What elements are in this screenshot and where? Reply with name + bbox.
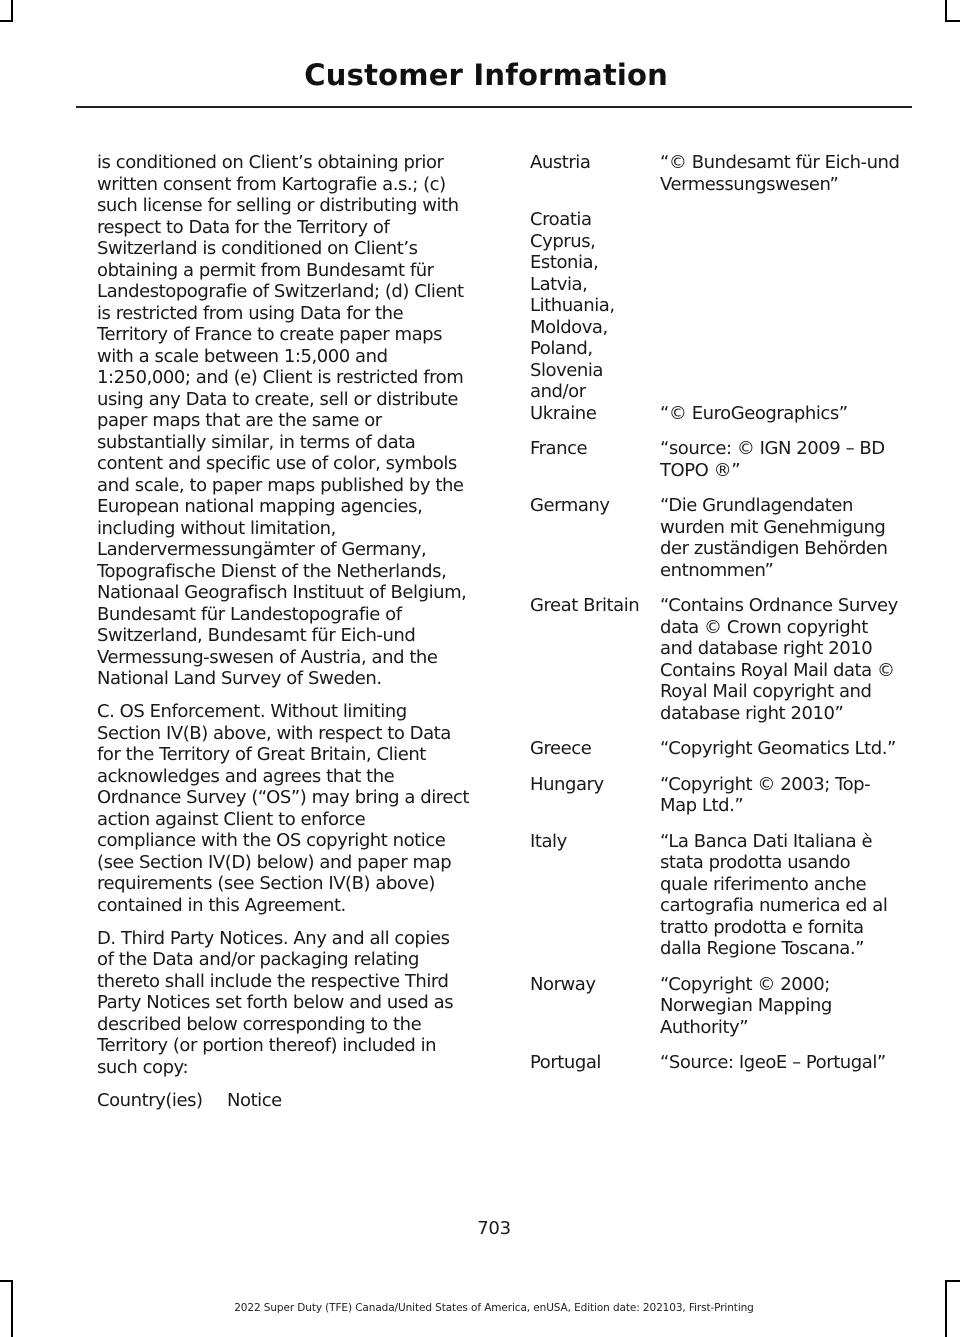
crop-mark-top-right-vertical [945, 0, 947, 22]
notice-cell: “Source: IgeoE – Portugal” [660, 1052, 886, 1073]
country-line: Cyprus, [530, 230, 596, 252]
notice-cell [660, 209, 902, 424]
table-row [530, 595, 902, 724]
body-paragraph: C. OS Enforcement. Without limiting Section IV(B) above, with respect to Data for the Territory of Great Britain, Client acknowledges and agrees that the Ordnance Survey (“OS”) may bring a direct action against Client to enforce compliance with the OS copyright notice (see Section IV(D) below) and paper map requirements (see Section IV(B) above) contained in this Agreement. [97, 701, 470, 916]
table-row [530, 974, 902, 1039]
country-line: and/or [530, 381, 586, 402]
notices-table-header [97, 1090, 469, 1112]
crop-mark-top-left-vertical [11, 0, 13, 22]
table-row [530, 152, 902, 195]
notice-cell: “Copyright Geomatics Ltd.” [660, 738, 896, 759]
notice-text: “© EuroGeographics” [660, 402, 848, 424]
country-line: Ukraine [530, 402, 597, 424]
notice-cell: “Die Grundlagendaten wurden mit Genehmigung der zuständigen Behörden entnommen” [660, 495, 888, 581]
body-paragraph: is conditioned on Client’s obtaining prior written consent from Kartografie a.s.; (c) such license for selling or distributing with respect to Data for the Territory of Switzerland is conditioned on Client’s obtaining a permit from Bundesamt für Landestopografie of Switzerland; (d) Client is restricted from using Data for the Territory of France to create paper maps with a scale between 1:5,000 and 1:250,000; and (e) Client is restricted from using any Data to create, sell or distribute paper maps that are the same or substantially similar, in terms of data content and specific use of color, symbols and scale, to paper maps published by the European national mapping agencies, including without limitation, Landervermessungämter of Germany, Topografische Dienst of the Netherlands, Nationaal Geografisch Instituut of Belgium, Bundesamt für Landestopografie of Switzerland, Bundesamt für Eich-und Vermessung-swesen of Austria, and the National Land Survey of Sweden. [97, 152, 467, 689]
country-cell: Italy [530, 830, 567, 852]
footer-edition-text: 2022 Super Duty (TFE) Canada/United States of America, enUSA, Edition date: 202103, First-Printing [234, 1302, 754, 1314]
country-cell: Norway [530, 973, 596, 995]
table-row [530, 1052, 902, 1074]
country-line: Latvia, [530, 273, 588, 295]
country-cell: Germany [530, 495, 610, 516]
country-cell: Austria [530, 152, 591, 173]
header-divider [76, 106, 912, 108]
body-paragraph: D. Third Party Notices. Any and all copies of the Data and/or packaging relating thereto shall include the respective Third Party Notices set forth below and used as described below corresponding to the Territory (or portion thereof) included in such copy: [97, 927, 454, 1078]
country-cell: Portugal [530, 1052, 601, 1073]
country-cell: Greece [530, 738, 592, 759]
page-number: 703 [477, 1218, 511, 1239]
country-line: Estonia, [530, 252, 599, 273]
country-column-header: Country(ies) [97, 1089, 203, 1111]
notice-column-header: Notice [227, 1089, 282, 1111]
crop-mark-top-left-horizontal [0, 20, 12, 22]
table-row [530, 738, 902, 760]
country-cell [530, 209, 660, 424]
country-line: Slovenia [530, 359, 604, 381]
country-cell: France [530, 438, 588, 459]
notice-cell: “© Bundesamt für Eich-und Vermessungswesen” [660, 152, 900, 195]
country-line: Lithuania, [530, 295, 615, 316]
table-row [530, 209, 902, 424]
country-line: Poland, [530, 338, 593, 359]
notice-cell: “Copyright © 2000; Norwegian Mapping Authority” [660, 973, 832, 1038]
table-row [530, 495, 902, 581]
notice-cell: “Copyright © 2003; Top-Map Ltd.” [660, 773, 871, 816]
page-title: Customer Information [304, 58, 668, 92]
notice-cell: “Contains Ordnance Survey data © Crown copyright and database right 2010 Contains Royal Mail data © Royal Mail copyright and database right 2010” [660, 595, 898, 724]
table-row [530, 438, 902, 481]
left-column [97, 152, 469, 1111]
country-line: Moldova, [530, 316, 608, 338]
crop-mark-bottom-left-horizontal [0, 1280, 12, 1282]
country-line: Croatia [530, 209, 592, 230]
table-row [530, 831, 902, 960]
notice-cell: “source: © IGN 2009 – BD TOPO ®” [660, 438, 885, 481]
country-cell: Hungary [530, 773, 604, 795]
notice-cell: “La Banca Dati Italiana è stata prodotta usando quale riferimento anche cartografia numerica ed al tratto prodotta e fornita dalla Regione Toscana.” [660, 830, 888, 959]
crop-mark-top-right-horizontal [945, 20, 960, 22]
crop-mark-bottom-right-horizontal [945, 1280, 960, 1282]
country-cell: Great Britain [530, 595, 640, 616]
table-row [530, 774, 902, 817]
notices-table [530, 152, 902, 1088]
